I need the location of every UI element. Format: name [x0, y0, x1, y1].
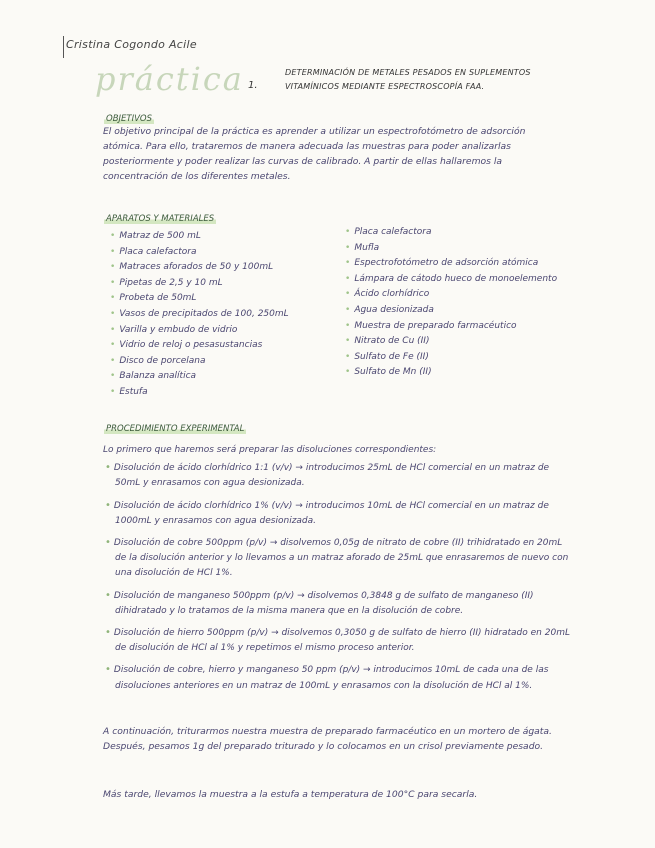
bullet-icon: •: [110, 340, 116, 351]
material-label: Disco de porcelana: [119, 355, 206, 366]
step-text: Disolución de ácido clorhídrico 1% (v/v) → introducimos 10mL de HCl comercial en un matraz de 1000mL y enrasamos con agua desionizada.: [113, 500, 549, 526]
procedure-heading: PROCEDIMIENTO EXPERIMENTAL: [106, 424, 245, 434]
material-label: Pipetas de 2,5 y 10 mL: [119, 277, 223, 288]
material-label: Balanza analítica: [119, 371, 197, 382]
materials-left-list: [110, 229, 330, 401]
bullet-icon: •: [345, 273, 351, 284]
bullet-icon: •: [110, 231, 116, 241]
practice-title: DETERMINACIÓN DE METALES PESADOS EN SUPLEMENTOS VITAMÍNICOS MEDIANTE ESPECTROSCOPÍA FAA.: [285, 68, 531, 91]
material-label: Nitrato de Cu (II): [354, 336, 430, 347]
procedure-paragraph-1: A continuación, triturarmos nuestra muestra de preparado farmacéutico en un mortero de ágata. Después, pesamos 1g del preparado triturado y lo colocamos en un crisol previamente pesado.: [103, 726, 552, 752]
practice-number: 1.: [248, 80, 258, 91]
bullet-icon: •: [110, 324, 116, 335]
bullet-icon: •: [105, 664, 111, 676]
material-item: [345, 350, 585, 366]
material-item: [345, 241, 585, 257]
materials-right-list: [345, 225, 585, 381]
bullet-icon: •: [105, 499, 111, 511]
bullet-icon: •: [345, 242, 351, 253]
bullet-icon: •: [345, 227, 351, 237]
bullet-icon: •: [110, 355, 116, 366]
margin-line: [63, 36, 64, 58]
material-item: [110, 307, 330, 323]
material-item: [110, 291, 330, 307]
material-label: Matraz de 500 mL: [119, 231, 201, 241]
bullet-icon: •: [345, 336, 351, 347]
material-label: Varilla y embudo de vidrio: [119, 324, 238, 335]
procedure-step: [103, 535, 573, 582]
procedure-steps: [103, 443, 573, 700]
material-item: [345, 256, 585, 272]
material-item: [345, 334, 585, 350]
bullet-icon: •: [110, 386, 116, 397]
material-label: Muestra de preparado farmacéutico: [354, 320, 517, 331]
objectives-text: El objetivo principal de la práctica es aprender a utilizar un espectrofotómetro de adsorción atómica. Para ello, trataremos de manera adecuada las muestras para poder analizarlas posteriormente y poder realizar las curvas de calibrado. A partir de ellas hallaremos la concentración de los diferentes metales.: [103, 126, 526, 182]
material-label: Ácido clorhídrico: [354, 289, 430, 300]
procedure-paragraph-2: Más tarde, llevamos la muestra a la estufa a temperatura de 100°C para secarla.: [103, 789, 478, 800]
material-label: Mufla: [354, 242, 380, 253]
practice-word: práctica: [95, 60, 244, 98]
material-item: [110, 323, 330, 339]
materials-heading: APARATOS Y MATERIALES: [106, 214, 215, 224]
step-text: Disolución de ácido clorhídrico 1:1 (v/v) → introducimos 25mL de HCl comercial en un matraz de 50mL y enrasamos con agua desionizada.: [113, 463, 550, 489]
bullet-icon: •: [345, 367, 351, 378]
author-name: Cristina Cogondo Acile: [66, 38, 197, 51]
material-item: [110, 354, 330, 370]
material-label: Agua desionizada: [354, 304, 434, 315]
step-text: Disolución de cobre, hierro y manganeso 50 ppm (p/v) → introducimos 10mL de cada una de las disoluciones anteriores en un matraz de 100mL y enrasamos con la disolución de HCl al 1%.: [113, 665, 549, 691]
material-item: [345, 287, 585, 303]
material-label: Placa calefactora: [354, 227, 432, 237]
step-text: Disolución de manganeso 500ppm (p/v) → disolvemos 0,3848 g de sulfato de manganeso (II) dihidratado y lo tratamos de la misma manera que en la disolución de cobre.: [113, 590, 534, 616]
bullet-icon: •: [110, 262, 116, 273]
procedure-step: [103, 498, 573, 529]
material-item: [345, 319, 585, 335]
bullet-icon: •: [345, 289, 351, 300]
material-item: [110, 385, 330, 401]
step-text: Disolución de hierro 500ppm (p/v) → disolvemos 0,3050 g de sulfato de hierro (II) hidratado en 20mL de disolución de HCl al 1% y repetimos el mismo proceso anterior.: [113, 628, 570, 654]
bullet-icon: •: [345, 304, 351, 315]
bullet-icon: •: [110, 277, 116, 288]
material-label: Vidrio de reloj o pesasustancias: [119, 340, 263, 351]
bullet-icon: •: [105, 537, 111, 549]
material-item: [110, 245, 330, 261]
procedure-step: [103, 625, 573, 656]
material-label: Sulfato de Mn (II): [354, 367, 432, 378]
bullet-icon: •: [110, 293, 116, 304]
procedure-step: [103, 588, 573, 619]
bullet-icon: •: [105, 627, 111, 639]
material-item: [345, 272, 585, 288]
material-item: [345, 365, 585, 381]
step-text: Disolución de cobre 500ppm (p/v) → disolvemos 0,05g de nitrato de cobre (II) trihidratado en 20mL de la disolución anterior y lo llevamos a un matraz aforado de 25mL que enrasaremos de nuevo con una disolución de HCl 1%.: [113, 538, 569, 579]
objectives-heading: OBJETIVOS: [106, 114, 152, 124]
material-label: Probeta de 50mL: [119, 293, 197, 304]
material-label: Placa calefactora: [119, 246, 197, 257]
bullet-icon: •: [110, 246, 116, 257]
material-label: Lámpara de cátodo hueco de monoelemento: [354, 273, 558, 284]
bullet-icon: •: [345, 320, 351, 331]
bullet-icon: •: [110, 308, 116, 319]
material-label: Estufa: [119, 386, 148, 397]
material-label: Espectrofotómetro de adsorción atómica: [354, 258, 539, 269]
bullet-icon: •: [345, 258, 351, 269]
steps-list: [103, 460, 573, 694]
bullet-icon: •: [105, 462, 111, 474]
procedure-step: [103, 662, 573, 693]
material-item: [110, 369, 330, 385]
material-label: Vasos de precipitados de 100, 250mL: [119, 308, 289, 319]
procedure-step: [103, 460, 573, 491]
material-item: [110, 338, 330, 354]
material-item: [345, 303, 585, 319]
material-item: [110, 260, 330, 276]
bullet-icon: •: [105, 589, 111, 601]
procedure-intro: Lo primero que haremos será preparar las disoluciones correspondientes:: [103, 445, 437, 455]
material-item: [110, 276, 330, 292]
bullet-icon: •: [110, 371, 116, 382]
bullet-icon: •: [345, 351, 351, 362]
material-item: [110, 229, 330, 245]
material-item: [345, 225, 585, 241]
material-label: Sulfato de Fe (II): [354, 351, 429, 362]
material-label: Matraces aforados de 50 y 100mL: [119, 262, 274, 273]
